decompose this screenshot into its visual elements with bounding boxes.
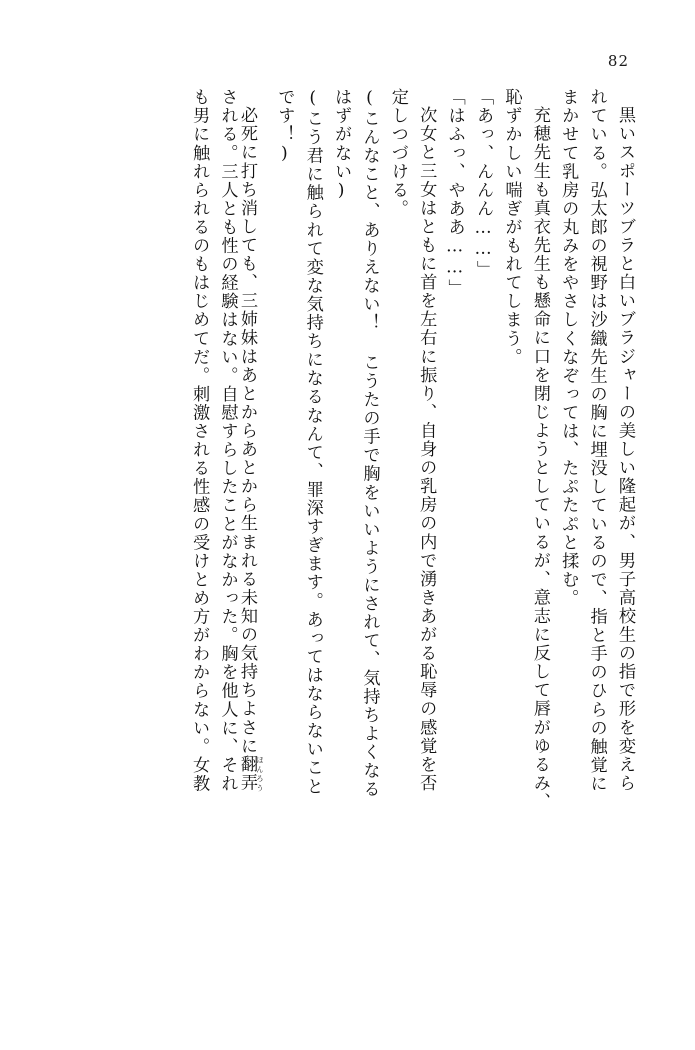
- text-column: (こう君に触られて変な気持ちになるなんて、罪深すぎます。あってはならないこと: [302, 88, 323, 796]
- text-column: です！): [274, 88, 295, 165]
- text-column-with-ruby: 必死に打ち消しても、三姉妹はあとからあとから生まれる未知の気持ちよさに翻弄ほんろう: [236, 106, 265, 793]
- text-column: 恥ずかしい喘ぎがもれてしまう。: [501, 88, 522, 367]
- text-column: 「あっ、んんん……」: [473, 88, 494, 280]
- furigana-reading: ほんろう: [255, 755, 265, 793]
- text-column: 定しつづける。: [387, 88, 408, 218]
- text-column: まかせて乳房の丸みをやさしくなぞっては、たぷたぷと揉む。: [558, 88, 579, 608]
- text-column: (こんなこと、ありえない！ こうたの手で胸をいいようにされて、気持ちよくなる: [359, 88, 380, 799]
- page-number: 82: [607, 52, 629, 70]
- furigana-ruby: 翻弄ほんろう: [236, 755, 265, 793]
- text-column: 黒いスポーツブラと白いブラジャーの美しい隆起が、男子高校生の指で形を変えら: [615, 106, 635, 793]
- text-column: れている。弘太郎の視野は沙織先生の胸に埋没しているので、指と手のひらの触覚に: [586, 88, 607, 793]
- text-column: 次女と三女はともに首を左右に振り、自身の乳房の内で湧きあがる恥辱の感覚を否: [416, 106, 437, 793]
- vertical-text-body: [56, 88, 633, 1010]
- text-column: も男に触れられるのもはじめてだ。刺激される性感の受けとめ方がわからない。女教: [189, 88, 210, 793]
- text-column: される。三人とも性の経験はない。自慰すらしたことがなかった。胸を他人に、それ: [217, 88, 238, 793]
- text-column: はずがない): [331, 88, 352, 203]
- text-column: 充穂先生も真衣先生も懸命に口を閉じようとしているが、意志に反して唇がゆるみ、: [529, 106, 550, 811]
- text-column: 「はふっ、やああ……」: [444, 88, 465, 298]
